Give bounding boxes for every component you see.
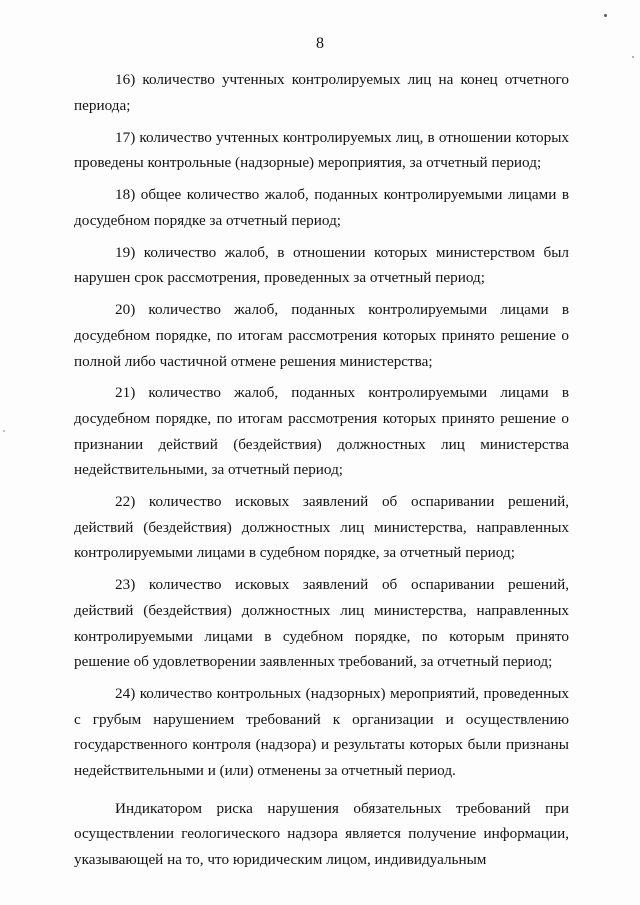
list-item-22: 22) количество исковых заявлений об оспаривании решений, действий (бездействия) должностных лиц министерства, направленных контролируемыми лицами в судебном порядке, за отчетный период; (74, 493, 569, 562)
list-item-24: 24) количество контрольных (надзорных) мероприятий, проведенных с грубым нарушением требований к организации и осуществлению государственного контроля (надзора) и результаты которых были признаны недействительными и (или) отменены за отчетный период. (74, 685, 569, 779)
list-item-23: 23) количество исковых заявлений об оспаривании решений, действий (бездействия) должностных лиц министерства, направленных контролируемыми лицами в судебном порядке, по которым принято решение об удовлетворении заявленных требований, за отчетный период; (74, 576, 569, 671)
list-item-20: 20) количество жалоб, поданных контролируемыми лицами в досудебном порядке, по итогам рассмотрения которых принято решение о полной либо частичной отмене решения министерства; (74, 301, 569, 370)
list-item-17: 17) количество учтенных контролируемых лиц, в отношении которых проведены контрольные (надзорные) мероприятия, за отчетный период; (74, 128, 569, 172)
scan-speck (632, 56, 634, 58)
list-item-16: 16) количество учтенных контролируемых лиц на конец отчетного периода; (74, 71, 569, 114)
risk-indicator-paragraph: Индикатором риска нарушения обязательных требований при осуществлении геологического надзора является получение информации, указывающей на то, что юридическим лицом, индивидуальным (74, 799, 569, 868)
document-body (74, 67, 569, 879)
list-item-21: 21) количество жалоб, поданных контролируемыми лицами в досудебном порядке, по итогам рассмотрения которых принято решение о признании действий (бездействия) должностных лиц министерства недействительными, за отчетный период; (74, 384, 569, 479)
scan-speck (3, 430, 5, 432)
page-number: 8 (316, 35, 324, 52)
list-item-18: 18) общее количество жалоб, поданных контролируемыми лицами в досудебном порядке за отчетный период; (74, 186, 569, 229)
scan-speck (604, 14, 607, 17)
list-item-19: 19) количество жалоб, в отношении которых министерством был нарушен срок рассмотрения, проведенных за отчетный период; (74, 243, 569, 287)
